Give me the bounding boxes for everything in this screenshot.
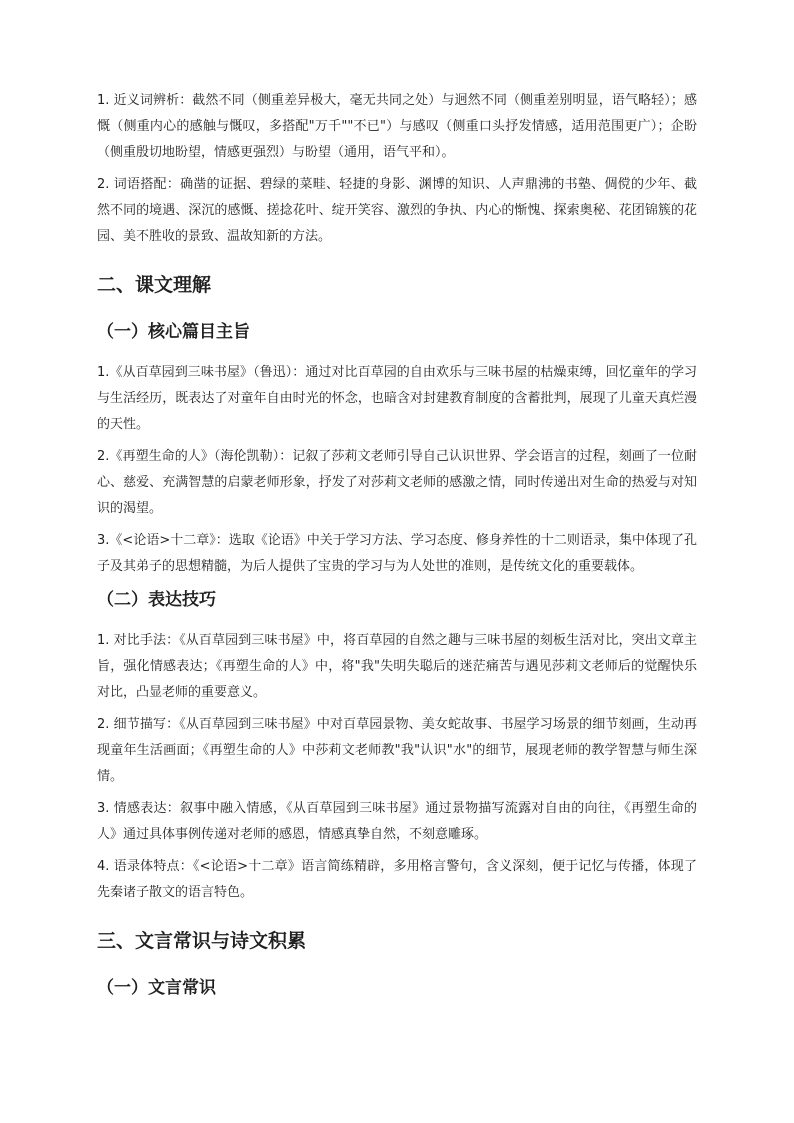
document-page	[97, 88, 697, 1016]
section-heading-text-understanding: 二、课文理解	[97, 274, 212, 296]
section-heading-classical-chinese: 三、文言常识与诗文积累	[97, 930, 307, 952]
theme-paragraph-lunyu: 3.《<论语>十二章》：选取《论语》中关于学习方法、学习态度、修身养性的十二则语录，集中体现了孔子及其弟子的思想精髓，为后人提供了宝贵的学习与为人处世的准则，是传统文化的重要载体。	[97, 533, 697, 574]
subsection-heading-expression-techniques: （二）表达技巧	[97, 590, 216, 610]
subsection-heading-classical-knowledge: （一）文言常识	[97, 978, 216, 998]
word-collocation-paragraph: 2. 词语搭配：确凿的证据、碧绿的菜畦、轻捷的身影、渊博的知识、人声鼎沸的书塾、倜傥的少年、截然不同的境遇、深沉的感慨、搓捻花叶、绽开笑容、激烈的争执、内心的惭愧、探索奥秘、花团锦簇的花园、美不胜收的景致、温故知新的方法。	[97, 177, 697, 244]
technique-paragraph-detail: 2. 细节描写：《从百草园到三味书屋》中对百草园景物、美女蛇故事、书屋学习场景的细节刻画，生动再现童年生活画面；《再塑生命的人》中莎莉文老师教"我"认识"水"的细节，展现老师的教学智慧与师生深情。	[97, 717, 697, 784]
subsection-heading-core-themes: （一）核心篇目主旨	[97, 322, 250, 342]
synonym-analysis-paragraph: 1. 近义词辨析：截然不同（侧重差异极大，毫无共同之处）与迥然不同（侧重差别明显，语气略轻）；感慨（侧重内心的感触与慨叹，多搭配"万千""不已"）与感叹（侧重口头抒发情感，适用范围更广）；企盼（侧重殷切地盼望，情感更强烈）与盼望（通用，语气平和）。	[97, 93, 697, 160]
technique-paragraph-quotation-style: 4. 语录体特点：《<论语>十二章》语言简练精辟，多用格言警句，含义深刻，便于记忆与传播，体现了先秦诸子散文的语言特色。	[97, 859, 697, 900]
technique-paragraph-contrast: 1. 对比手法：《从百草园到三味书屋》中，将百草园的自然之趣与三味书屋的刻板生活对比，突出文章主旨，强化情感表达；《再塑生命的人》中，将"我"失明失聪后的迷茫痛苦与遇见莎莉文老师后的觉醒快乐对比，凸显老师的重要意义。	[97, 633, 697, 700]
theme-paragraph-zaisu: 2.《再塑生命的人》（海伦凯勒）：记叙了莎莉文老师引导自己认识世界、学会语言的过程，刻画了一位耐心、慈爱、充满智慧的启蒙老师形象，抒发了对莎莉文老师的感激之情，同时传递出对生命的热爱与对知识的渴望。	[97, 449, 697, 516]
technique-paragraph-emotion: 3. 情感表达：叙事中融入情感，《从百草园到三味书屋》通过景物描写流露对自由的向往，《再塑生命的人》通过具体事例传递对老师的感恩，情感真挚自然，不刻意雕琢。	[97, 801, 697, 842]
theme-paragraph-baicaoyuan: 1.《从百草园到三味书屋》（鲁迅）：通过对比百草园的自由欢乐与三味书屋的枯燥束缚，回忆童年的学习与生活经历，既表达了对童年自由时光的怀念，也暗含对封建教育制度的含蓄批判，展现了儿童天真烂漫的天性。	[97, 365, 697, 432]
